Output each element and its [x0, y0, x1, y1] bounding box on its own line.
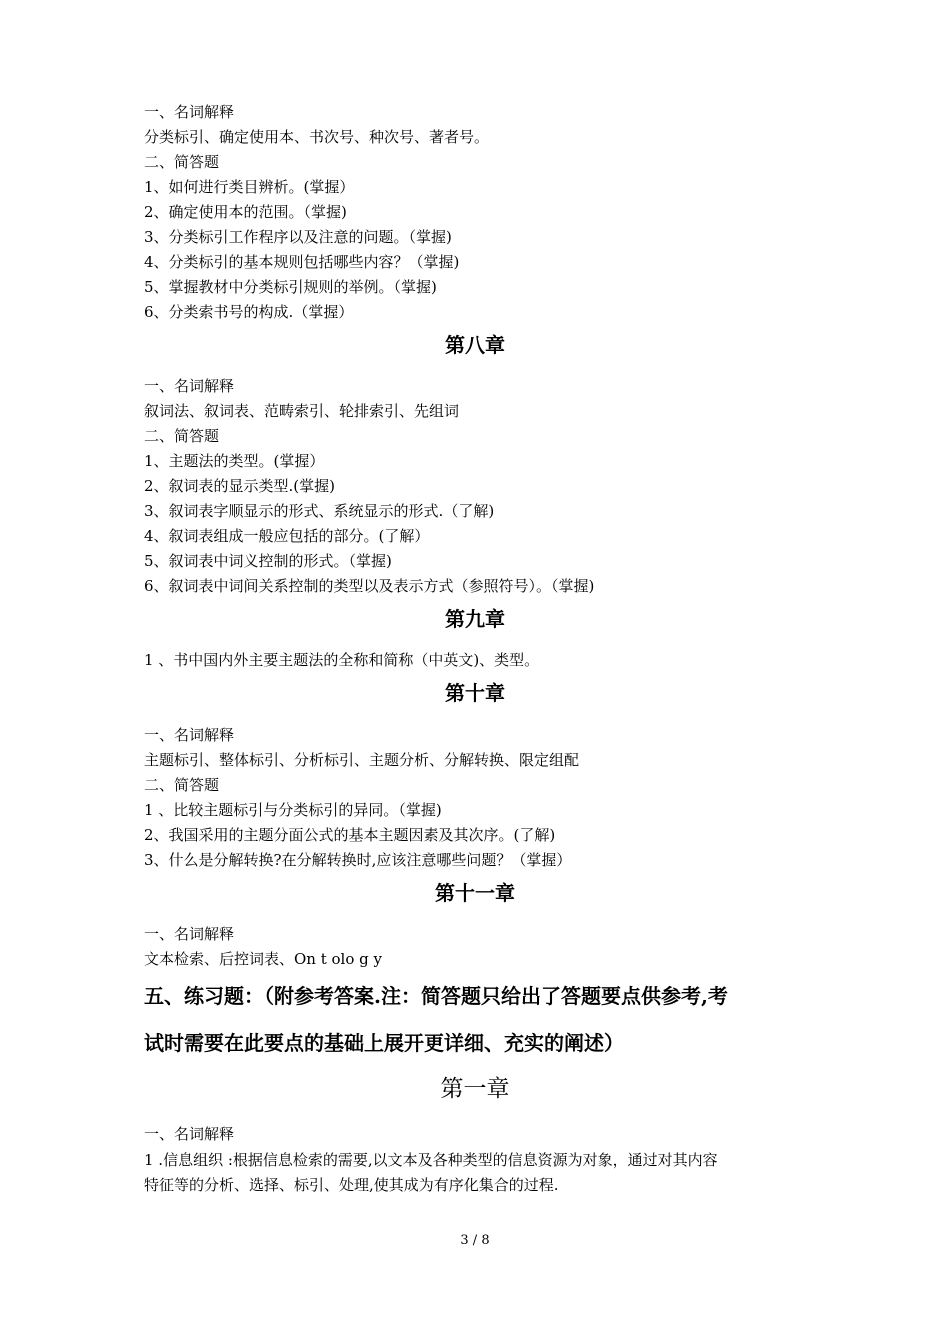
ch10-question-3: 3、什么是分解转换?在分解转换时,应该注意哪些问题？（掌握）: [144, 851, 572, 869]
ch1-term-heading: 一、名词解释: [144, 1125, 235, 1143]
ch8-question-1: 1、主题法的类型。(掌握）: [144, 452, 325, 470]
ch11-term-heading: 一、名词解释: [144, 925, 235, 943]
ch11-term-list: 文本检索、后控词表、On t olo g y: [144, 950, 382, 968]
ch8-question-3: 3、叙词表字顺显示的形式、系统显示的形式.（了解): [144, 502, 495, 520]
block1-term-list: 分类标引、确定使用本、书次号、种次号、著者号。: [144, 128, 490, 146]
chapter-9-title: 第九章: [445, 607, 505, 631]
ch8-question-4: 4、叙词表组成一般应包括的部分。(了解）: [144, 527, 430, 545]
block1-question-2: 2、确定使用本的范围。（掌握): [144, 203, 347, 221]
ch8-term-heading: 一、名词解释: [144, 377, 235, 395]
block1-question-4: 4、分类标引的基本规则包括哪些内容？（掌握): [144, 253, 460, 271]
page-number: 3 / 8: [460, 1233, 490, 1248]
ch10-term-heading: 一、名词解释: [144, 726, 235, 744]
ch10-term-list: 主题标引、整体标引、分析标引、主题分析、分解转换、限定组配: [144, 751, 580, 769]
block1-question-5: 5、掌握教材中分类标引规则的举例。（掌握): [144, 278, 437, 296]
section-5-title-line-1: 五、练习题：（附参考答案.注：简答题只给出了答题要点供参考,考: [144, 984, 728, 1008]
ch8-question-5: 5、叙词表中词义控制的形式。（掌握): [144, 552, 392, 570]
block1-term-heading: 一、名词解释: [144, 103, 235, 121]
ch8-term-list: 叙词法、叙词表、范畴索引、轮排索引、先组词: [144, 402, 460, 420]
ch8-short-answer-heading: 二、简答题: [144, 427, 220, 445]
ch1-definition-line-2: 特征等的分析、选择、标引、处理,使其成为有序化集合的过程.: [144, 1176, 559, 1194]
chapter-10-title: 第十章: [445, 681, 505, 705]
block1-question-6: 6、分类索书号的构成.（掌握）: [144, 303, 354, 321]
block1-short-answer-heading: 二、简答题: [144, 153, 220, 171]
ch9-question-1: 1 、书中国内外主要主题法的全称和简称（中英文)、类型。: [144, 651, 540, 669]
ch10-question-1: 1 、比较主题标引与分类标引的异同。（掌握): [144, 801, 442, 819]
chapter-8-title: 第八章: [445, 333, 505, 357]
chapter-11-title: 第十一章: [435, 881, 515, 905]
ch8-question-2: 2、叙词表的显示类型.(掌握): [144, 477, 336, 495]
ch10-short-answer-heading: 二、简答题: [144, 776, 220, 794]
ch1-definition-line-1: 1 .信息组织 :根据信息检索的需要,以文本及各种类型的信息资源为对象，通过对其内容: [144, 1151, 718, 1169]
block1-question-3: 3、分类标引工作程序以及注意的问题。（掌握): [144, 228, 452, 246]
block1-question-1: 1、如何进行类目辨析。(掌握）: [144, 178, 355, 196]
ch10-question-2: 2、我国采用的主题分面公式的基本主题因素及其次序。(了解): [144, 826, 556, 844]
ch8-question-6: 6、叙词表中词间关系控制的类型以及表示方式（参照符号）。（掌握): [144, 577, 595, 595]
chapter-1-title: 第一章: [440, 1076, 510, 1102]
section-5-title-line-2: 试时需要在此要点的基础上展开更详细、充实的阐述）: [144, 1031, 624, 1055]
